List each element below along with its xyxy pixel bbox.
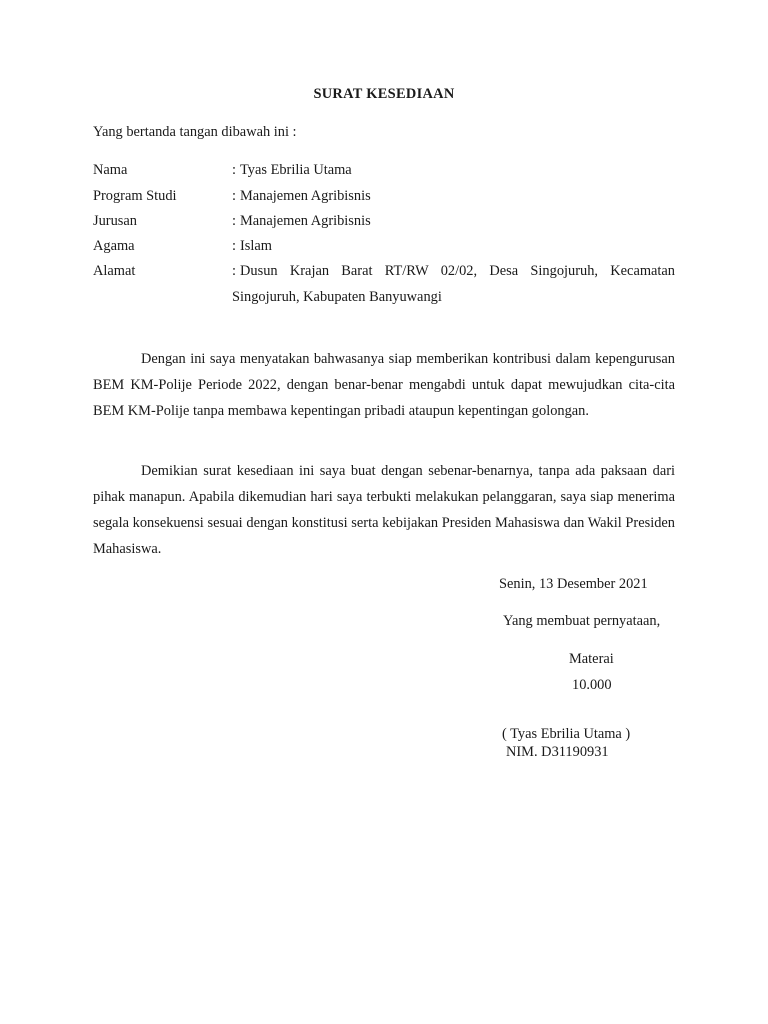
field-value: Tyas Ebrilia Utama [240, 162, 352, 178]
field-value-container [232, 213, 675, 230]
stamp-label: Materai [569, 651, 614, 667]
intro-text: Yang bertanda tangan dibawah ini : [93, 124, 297, 140]
field-value-container [232, 238, 675, 255]
field-label: Jurusan [93, 213, 137, 229]
field-label: Alamat [93, 263, 136, 279]
field-value: Manajemen Agribisnis [240, 213, 371, 229]
field-value-container [232, 188, 675, 205]
signer-nim: NIM. D31190931 [506, 744, 609, 760]
stamp-value: 10.000 [572, 677, 612, 693]
paragraph-closing: Demikian surat kesediaan ini saya buat dengan sebenar-benarnya, tanpa ada paksaan dari pihak manapun. Apabila dikemudian hari saya terbukti melakukan pelanggaran, saya siap menerima segala konsekuensi sesuai dengan konstitusi serta kebijakan Presiden Mahasiswa dan Wakil Presiden Mahasiswa. [93, 463, 675, 557]
paragraph-statement: Dengan ini saya menyatakan bahwasanya siap memberikan kontribusi dalam kepengurusan BEM KM-Polije Periode 2022, dengan benar-benar mengabdi untuk dapat mewujudkan cita-cita BEM KM-Polije tanpa membawa kepentingan pribadi ataupun kepentingan golongan. [93, 351, 675, 419]
field-value: Islam [240, 238, 272, 254]
field-label: Program Studi [93, 188, 177, 204]
field-value: Dusun Krajan Barat RT/RW 02/02, Desa Singojuruh, Kecamatan Singojuruh, Kabupaten Banyuwangi [232, 263, 675, 305]
signature-date: Senin, 13 Desember 2021 [499, 576, 648, 592]
signature-closing: Yang membuat pernyataan, [503, 613, 661, 629]
field-separator: : [232, 213, 236, 229]
field-label: Agama [93, 238, 135, 254]
signer-name: ( Tyas Ebrilia Utama ) [502, 726, 631, 742]
letter-title: SURAT KESEDIAAN [313, 86, 455, 102]
field-value-container [232, 162, 675, 179]
field-label: Nama [93, 162, 128, 178]
field-separator: : [232, 162, 236, 178]
field-separator: : [232, 263, 236, 279]
field-value: Manajemen Agribisnis [240, 188, 371, 204]
field-separator: : [232, 188, 236, 204]
field-separator: : [232, 238, 236, 254]
field-value-container [232, 258, 675, 310]
